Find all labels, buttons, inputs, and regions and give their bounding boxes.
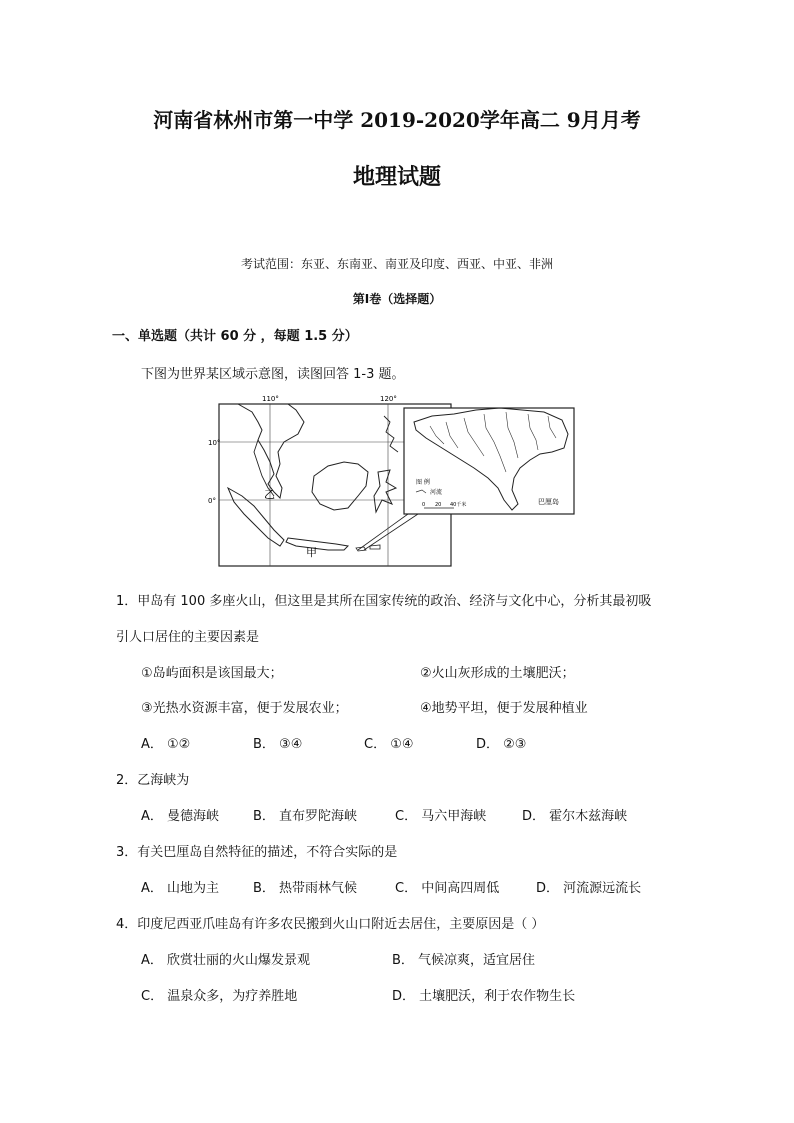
question-1-statement-1: ①岛屿面积是该国最大；: [141, 666, 283, 681]
legend-river-label: 河流: [430, 489, 443, 496]
question-1-option-d[interactable]: D． ②③: [476, 737, 527, 752]
lat-label-10: 10°: [208, 439, 221, 447]
question-1-option-a[interactable]: A． ①②: [141, 737, 191, 752]
question-4-option-c[interactable]: C． 温泉众多，为疗养胜地: [141, 989, 298, 1004]
question-2-option-a[interactable]: A． 曼德海峡: [141, 809, 220, 824]
question-2-option-c[interactable]: C． 马六甲海峡: [395, 809, 487, 824]
volume-heading: 第I卷（选择题）: [352, 292, 442, 306]
lon-label-120: 120°: [380, 395, 397, 403]
region-map: [208, 392, 578, 568]
question-3-stem: 3．有关巴厘岛自然特征的描述，不符合实际的是: [116, 845, 398, 860]
bali-label: 巴厘岛: [538, 498, 559, 506]
section-heading: 一、单选题（共计 60 分 ，每题 1.5 分）: [112, 329, 358, 344]
question-1-option-b[interactable]: B． ③④: [253, 737, 303, 752]
scale-20: 20: [435, 502, 442, 508]
question-2-stem: 2．乙海峡为: [116, 773, 190, 788]
exam-subtitle: 地理试题: [352, 164, 441, 190]
question-1-stem-line2: 引人口居住的主要因素是: [116, 630, 260, 645]
legend-title: 图 例: [416, 479, 430, 486]
island-label-jia: 甲: [306, 546, 317, 559]
question-4-stem: 4．印度尼西亚爪哇岛有许多农民搬到火山口附近去居住，主要原因是（ ）: [116, 917, 545, 932]
question-3-option-b[interactable]: B． 热带雨林气候: [253, 881, 358, 896]
scale-0: 0: [422, 502, 426, 508]
exam-title: 河南省林州市第一中学 2019-2020学年高二 9月月考: [153, 108, 641, 132]
question-4-option-a[interactable]: A． 欣赏壮丽的火山爆发景观: [141, 953, 311, 968]
question-3-option-a[interactable]: A． 山地为主: [141, 881, 220, 896]
question-1-statement-2: ②火山灰形成的土壤肥沃；: [420, 666, 575, 681]
exam-scope: 考试范围：东亚、东南亚、南亚及印度、西亚、中亚、非洲: [240, 257, 553, 271]
question-1-stem-line1: 1．甲岛有 100 多座火山，但这里是其所在国家传统的政治、经济与文化中心，分析其最初吸: [116, 594, 652, 609]
question-3-option-c[interactable]: C． 中间高四周低: [395, 881, 500, 896]
question-2-option-b[interactable]: B． 直布罗陀海峡: [253, 809, 358, 824]
lat-label-0: 0°: [208, 497, 216, 505]
question-2-option-d[interactable]: D． 霍尔木兹海峡: [522, 809, 628, 824]
lon-label-110: 110°: [262, 395, 279, 403]
scale-40: 40千米: [450, 502, 467, 508]
strait-label-yi: 乙: [264, 488, 275, 501]
question-3-option-d[interactable]: D． 河流源远流长: [536, 881, 642, 896]
section-intro: 下图为世界某区域示意图，读图回答 1-3 题。: [141, 367, 405, 382]
question-1-statement-4: ④地势平坦，便于发展种植业: [420, 701, 588, 716]
question-4-option-b[interactable]: B． 气候凉爽，适宜居住: [392, 953, 536, 968]
question-1-option-c[interactable]: C． ①④: [364, 737, 414, 752]
question-1-statement-3: ③光热水资源丰富，便于发展农业；: [141, 701, 348, 716]
question-4-option-d[interactable]: D． 土壤肥沃，利于农作物生长: [392, 989, 576, 1004]
